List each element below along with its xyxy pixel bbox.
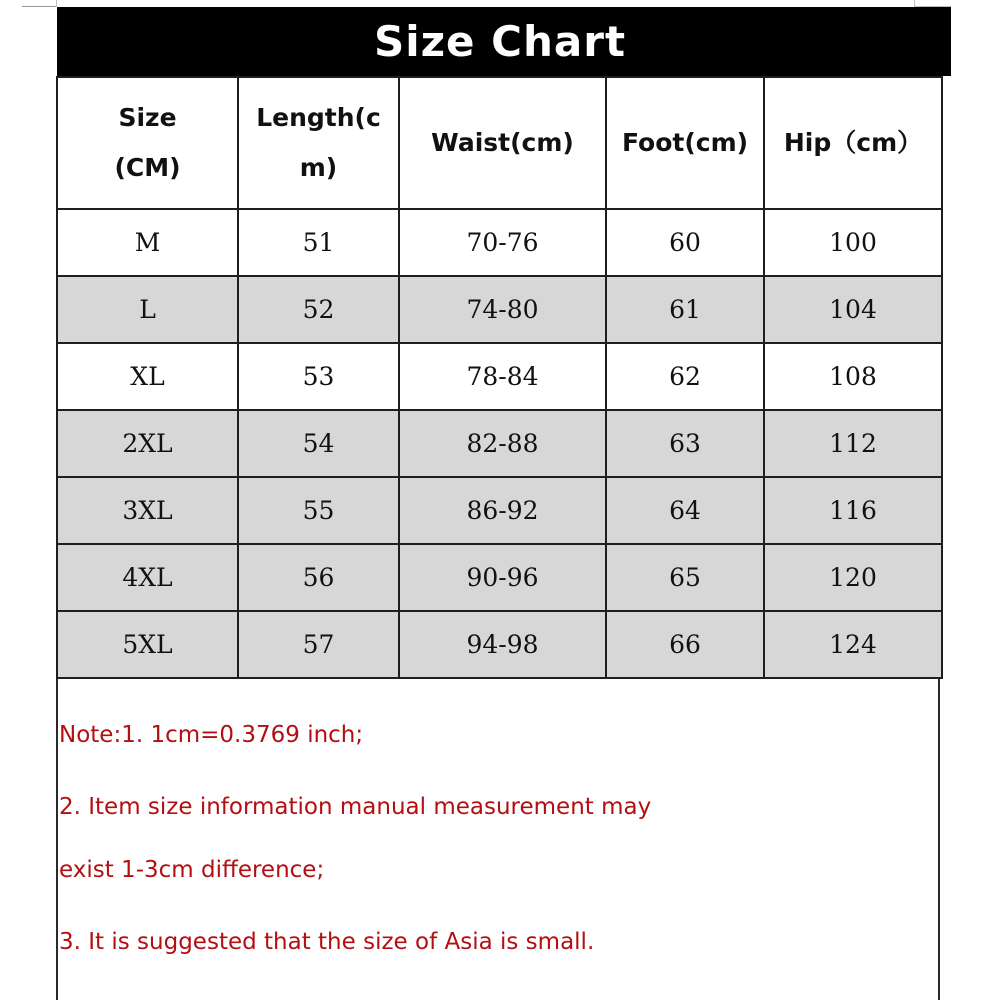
cell-length: 54 [238,410,399,477]
cell-waist: 86-92 [399,477,606,544]
cell-length: 55 [238,477,399,544]
cell-length: 56 [238,544,399,611]
cell-length: 57 [238,611,399,678]
cell-hip: 120 [764,544,942,611]
cell-foot: 62 [606,343,764,410]
header-label: Waist(cm) [431,128,574,157]
header-label: Size [118,103,177,132]
table-row [57,544,942,611]
header-size [57,77,238,209]
page-guide-mark [22,6,57,7]
cell-length: 52 [238,276,399,343]
header-label: Hip（cm） [783,128,923,157]
title-banner [57,7,951,76]
table-row [57,343,942,410]
header-foot [606,77,764,209]
page-guide-mark [56,0,57,7]
cell-size: L [57,276,238,343]
header-label: (CM) [114,153,181,182]
cell-size: 5XL [57,611,238,678]
cell-hip: 108 [764,343,942,410]
header-hip [764,77,942,209]
cell-waist: 82-88 [399,410,606,477]
cell-waist: 74-80 [399,276,606,343]
header-label: Foot(cm) [621,128,749,157]
cell-hip: 112 [764,410,942,477]
cell-size: XL [57,343,238,410]
table-row [57,209,942,276]
cell-foot: 65 [606,544,764,611]
cell-foot: 66 [606,611,764,678]
table-header-row [57,77,942,209]
cell-length: 51 [238,209,399,276]
cell-waist: 90-96 [399,544,606,611]
table-row [57,477,942,544]
header-label: m) [299,153,338,182]
header-waist [399,77,606,209]
cell-size: 2XL [57,410,238,477]
note-line: 3. It is suggested that the size of Asia is small. [59,929,595,955]
note-line: Note:1. 1cm=0.3769 inch; [59,722,364,748]
table-row [57,410,942,477]
cell-size: M [57,209,238,276]
cell-hip: 116 [764,477,942,544]
header-label: Length(c [256,103,381,132]
cell-foot: 64 [606,477,764,544]
cell-hip: 124 [764,611,942,678]
cell-waist: 94-98 [399,611,606,678]
cell-hip: 100 [764,209,942,276]
cell-foot: 63 [606,410,764,477]
cell-size: 4XL [57,544,238,611]
header-length [238,77,399,209]
page-title: Size Chart [373,17,627,66]
cell-waist: 70-76 [399,209,606,276]
table-row [57,276,942,343]
cell-foot: 60 [606,209,764,276]
note-line: 2. Item size information manual measurement may [59,794,652,820]
size-table [56,76,943,679]
note-line: exist 1-3cm difference; [59,857,325,883]
table-row [57,611,942,678]
cell-foot: 61 [606,276,764,343]
cell-length: 53 [238,343,399,410]
cell-size: 3XL [57,477,238,544]
cell-waist: 78-84 [399,343,606,410]
cell-hip: 104 [764,276,942,343]
